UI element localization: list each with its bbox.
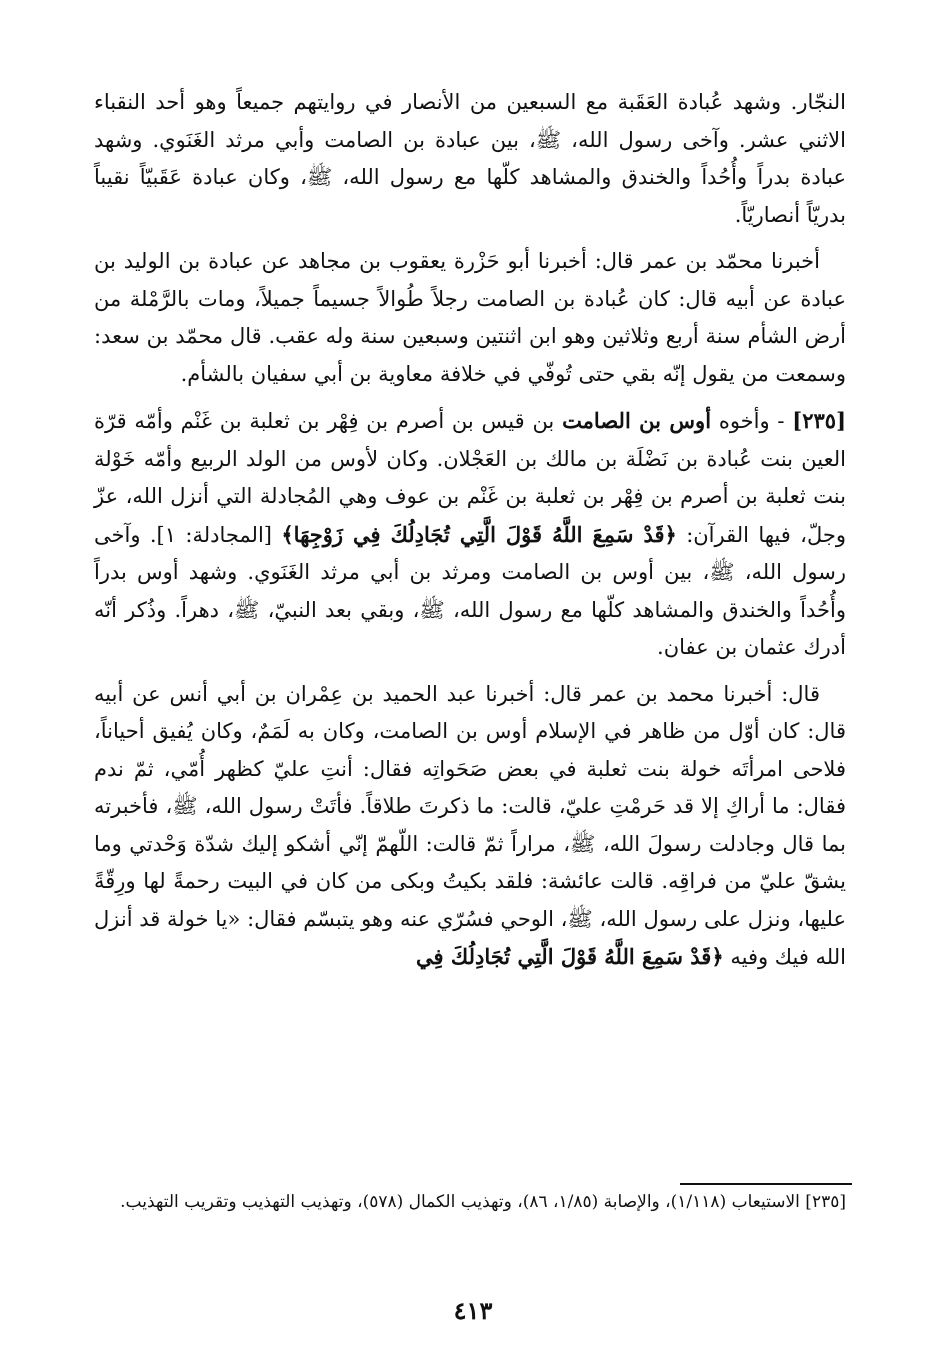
entry-text: بن قيس بن أصرم بن فِهْر بن ثعلبة بن غَنْم وأمّه قرّة العين بنت عُبادة بن نَضْلَة بن مالك بن العَجْلان. وكان لأوس من الولد الربيع وأمّه خَوْلة بنت ثعلبة بن أصرم بن فِهْر بن ثعلبة بن غَنْم بن عوف وهي المُجادلة التي أنزل الله، عزّ وجلّ، فيها القرآن:: [94, 409, 846, 547]
paragraph-zihar-narration: [94, 676, 846, 977]
entry-number: [٢٣٥]: [792, 408, 846, 433]
entry-lead: - وأخوه: [718, 409, 785, 433]
quran-verse: ﴿قَدْ سَمِعَ اللَّهُ قَوْلَ الَّتِي تُجَادِلُكَ فِي زَوْجِهَا﴾: [281, 521, 677, 547]
footnote-text: [٢٣٥] الاستيعاب (١/١١٨)، والإصابة (١/٨٥، ٨٦)، وتهذيب الكمال (٥٧٨)، وتهذيب التهذيب وتقريب التهذيب.: [120, 1192, 846, 1212]
paragraph-ubada-aqaba: [94, 84, 846, 234]
footnote-separator: [680, 1183, 852, 1185]
paragraph-text: النجّار. وشهد عُبادة العَقَبة مع السبعين من الأنصار في روايتهم جميعاً وهو أحد النقباء الاثني عشر. وآخى رسول الله، ﷺ، بين عبادة بن الصامت وأبي مرثد الغَنَوي. وشهد عبادة بدراً وأُحُداً والخندق والمشاهد كلّها مع رسول الله، ﷺ، وكان عبادة عَقَبيّاً نقيباً بدريّاً أنصاريّاً.: [94, 90, 846, 227]
entry-name: أوس بن الصامت: [562, 408, 712, 433]
entry-aws-bin-samit: [94, 402, 846, 667]
entry-text-tail: [المجادلة: ١]. وآخى رسول الله، ﷺ، بين أوس بن الصامت ومرثد بن أبي مرثد الغَنَوي. وشهد أوس بدراً وأُحُداً والخندق والمشاهد كلّها مع رسول الله، ﷺ، وبقي بعد النبيّ، ﷺ، دهراً. وذُكر أنّه أدرك عثمان بن عفان.: [94, 522, 846, 659]
paragraph-text: أخبرنا محمّد بن عمر قال: أخبرنا أبو حَزْرة يعقوب بن مجاهد عن عبادة بن الوليد بن عبادة عن أبيه قال: كان عُبادة بن الصامت رجلاً طُوالاً جسيماً جميلاً، ومات بالرَّمْلة من أرض الشأم سنة أربع وثلاثين وهو ابن اثنتين وسبعين سنة وله عقب. قال محمّد بن سعد: وسمعت من يقول إنّه بقي حتى تُوفّي في خلافة معاوية بن أبي سفيان بالشأم.: [94, 249, 847, 386]
main-text: [94, 84, 846, 986]
paragraph-ubada-death: [94, 243, 846, 393]
paragraph-text: قال: أخبرنا محمد بن عمر قال: أخبرنا عبد الحميد بن عِمْران بن أبي أنس عن أبيه قال: كان أوّل من ظاهر في الإسلام أوس بن الصامت، وكان به لَمَمٌ، وكان يُفيق أحياناً، فلاحى امرأتَه خولة بنت ثعلبة في بعض صَحَواتِه فقال: أنتِ عليّ كظهر أُمّي، ثمّ ندم فقال: ما أراكِ إلا قد حَرمْتِ عليّ، قالت: ما ذكرتَ طلاقاً. فأتَتْ رسول الله، ﷺ، فأخبرته بما قال وجادلت رسولَ الله، ﷺ، مراراً ثمّ قالت: اللّهمّ إنّي أشكو إليك شدّة وَحْدتي وما يشقّ عليّ من فراقِه. قالت عائشة: فلقد بكيتُ وبكى من كان في البيت رحمةً لها ورِقّةً عليها، ونزل على رسول الله، ﷺ، الوحي فسُرّي عنه وهو يتبسّم فقال: «يا خولة قد أنزل الله فيك وفيه: [94, 681, 846, 969]
page-number: ٤١٣: [453, 1296, 493, 1325]
quran-verse: ﴿قَدْ سَمِعَ اللَّهُ قَوْلَ الَّتِي تُجَادِلُكَ فِي: [416, 944, 724, 969]
footnote: [94, 1186, 846, 1218]
